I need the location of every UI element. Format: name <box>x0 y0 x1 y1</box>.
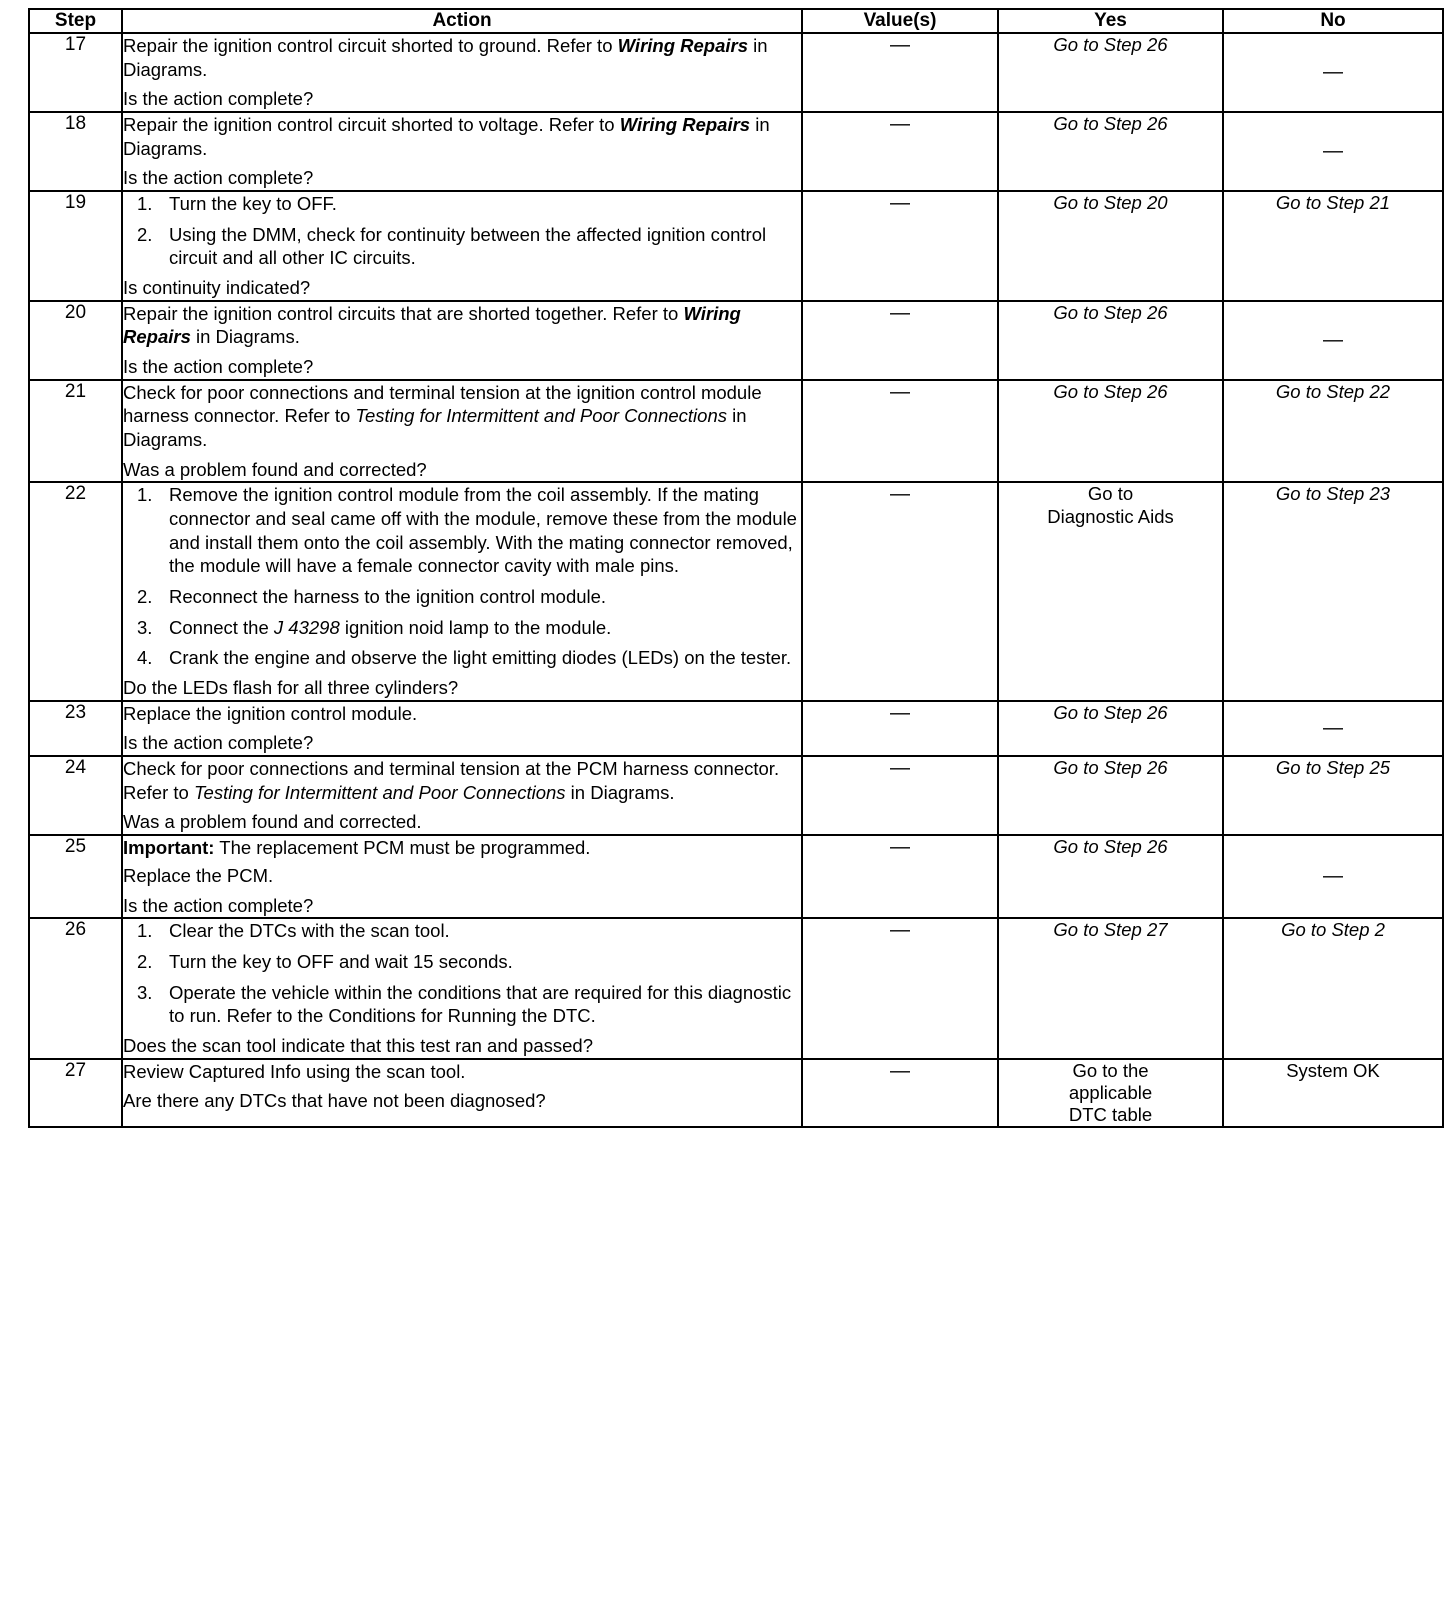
action-cell <box>122 701 802 756</box>
action-text: Repair the ignition control circuits that are shorted together. Refer to Wiring Repairs in Diagrams. <box>123 302 741 348</box>
list-item: 4. Crank the engine and observe the light emitting diodes (LEDs) on the tester. <box>137 647 792 669</box>
action-question: Was a problem found and corrected? <box>123 458 427 480</box>
list-item-number: 2. <box>137 950 153 972</box>
yes-cell: Go to Step 26 <box>998 112 1223 191</box>
yes-cell <box>998 482 1223 700</box>
action-cell <box>122 756 802 835</box>
value-cell: — <box>802 482 998 700</box>
list-item-number: 1. <box>137 193 153 215</box>
step-number: 25 <box>29 835 122 918</box>
important-label: Important: <box>123 837 215 859</box>
value-cell: — <box>802 918 998 1058</box>
action-question: Does the scan tool indicate that this test ran and passed? <box>123 1034 593 1056</box>
list-item-number: 4. <box>137 647 153 669</box>
value-cell: — <box>802 301 998 380</box>
no-cell: Go to Step 2 <box>1223 918 1443 1058</box>
action-question: Is continuity indicated? <box>123 277 311 299</box>
list-item: 3. Connect the J 43298 ignition noid lamp to the module. <box>137 616 612 638</box>
table-row <box>29 301 1443 380</box>
column-header-no: No <box>1223 9 1443 33</box>
step-number: 24 <box>29 756 122 835</box>
list-item: 1. Remove the ignition control module from the coil assembly. If the mating connector and seal came off with the module, remove these from the module and install them onto the coil assembly. With the mating connector removed, the module will have a female connector cavity with male pins. <box>137 484 797 577</box>
list-item: 2. Turn the key to OFF and wait 15 seconds. <box>137 950 513 972</box>
table-row <box>29 112 1443 191</box>
table-row <box>29 380 1443 483</box>
table-row <box>29 1059 1443 1128</box>
action-cell <box>122 112 802 191</box>
action-cell <box>122 33 802 112</box>
table-body <box>29 33 1443 1127</box>
list-item: 2. Using the DMM, check for continuity between the affected ignition control circuit and all other IC circuits. <box>137 223 767 269</box>
yes-cell: Go to Step 20 <box>998 191 1223 301</box>
yes-cell: Go to Step 26 <box>998 301 1223 380</box>
no-cell: — <box>1223 112 1443 191</box>
yes-cell: Go to Step 27 <box>998 918 1223 1058</box>
yes-cell: Go to Step 26 <box>998 701 1223 756</box>
table-row <box>29 918 1443 1058</box>
important-note: Important: The replacement PCM must be programmed. <box>123 837 591 859</box>
action-cell <box>122 482 802 700</box>
value-cell: — <box>802 112 998 191</box>
no-text: System OK <box>1286 1059 1380 1081</box>
action-cell <box>122 835 802 918</box>
table-row <box>29 701 1443 756</box>
action-step-list <box>123 919 801 1028</box>
action-question: Is the action complete? <box>123 88 314 110</box>
value-cell: — <box>802 1059 998 1128</box>
action-cell <box>122 191 802 301</box>
action-question: Do the LEDs flash for all three cylinders? <box>123 677 459 699</box>
action-question: Is the action complete? <box>123 732 314 754</box>
no-cell: Go to Step 25 <box>1223 756 1443 835</box>
no-cell: Go to Step 23 <box>1223 482 1443 700</box>
action-question: Are there any DTCs that have not been diagnosed? <box>123 1090 546 1112</box>
action-text: Review Captured Info using the scan tool. <box>123 1060 466 1082</box>
table-header <box>29 9 1443 33</box>
column-header-action: Action <box>122 9 802 33</box>
no-cell: — <box>1223 33 1443 112</box>
step-number: 19 <box>29 191 122 301</box>
step-number: 23 <box>29 701 122 756</box>
action-text: Check for poor connections and terminal tension at the PCM harness connector. Refer to Testing for Intermittent and Poor Connections in Diagrams. <box>123 758 780 803</box>
table-row <box>29 835 1443 918</box>
action-question: Is the action complete? <box>123 894 314 916</box>
column-header-values: Value(s) <box>802 9 998 33</box>
step-number: 27 <box>29 1059 122 1128</box>
value-cell: — <box>802 191 998 301</box>
table-row <box>29 191 1443 301</box>
table-header-row <box>29 9 1443 33</box>
table-row <box>29 33 1443 112</box>
table-row <box>29 482 1443 700</box>
value-cell: — <box>802 380 998 483</box>
yes-cell: Go to Step 26 <box>998 756 1223 835</box>
column-header-yes: Yes <box>998 9 1223 33</box>
action-step-list <box>123 192 801 270</box>
action-cell <box>122 1059 802 1128</box>
action-step-list <box>123 483 801 670</box>
action-text: Replace the ignition control module. <box>123 702 418 724</box>
step-number: 22 <box>29 482 122 700</box>
tool-number: J 43298 <box>273 616 340 638</box>
diagnostic-step-table <box>28 8 1444 1128</box>
action-question: Was a problem found and corrected. <box>123 811 422 833</box>
value-cell: — <box>802 756 998 835</box>
step-number: 17 <box>29 33 122 112</box>
step-number: 21 <box>29 380 122 483</box>
yes-cell: Go to Step 26 <box>998 380 1223 483</box>
yes-cell: Go to Step 26 <box>998 835 1223 918</box>
list-item-number: 2. <box>137 223 153 245</box>
yes-cell: Go to Step 26 <box>998 33 1223 112</box>
action-text: Repair the ignition control circuit shorted to voltage. Refer to Wiring Repairs in Diagrams. <box>123 114 770 159</box>
action-text: Repair the ignition control circuit shorted to ground. Refer to Wiring Repairs in Diagrams. <box>123 35 768 80</box>
table-row <box>29 756 1443 835</box>
no-cell <box>1223 1059 1443 1128</box>
action-cell <box>122 380 802 483</box>
yes-cell <box>998 1059 1223 1128</box>
no-cell: — <box>1223 835 1443 918</box>
list-item-number: 3. <box>137 616 153 638</box>
list-item-number: 2. <box>137 586 153 608</box>
list-item: 1. Clear the DTCs with the scan tool. <box>137 920 450 942</box>
no-cell: — <box>1223 301 1443 380</box>
yes-text: Go to Diagnostic Aids <box>1047 483 1174 527</box>
action-cell <box>122 918 802 1058</box>
no-cell: Go to Step 22 <box>1223 380 1443 483</box>
step-number: 20 <box>29 301 122 380</box>
list-item-number: 1. <box>137 920 153 942</box>
yes-text: Go to the applicable DTC table <box>1068 1059 1153 1125</box>
no-cell: — <box>1223 701 1443 756</box>
list-item-number: 1. <box>137 484 153 506</box>
no-cell: Go to Step 21 <box>1223 191 1443 301</box>
list-item-number: 3. <box>137 981 153 1003</box>
value-cell: — <box>802 835 998 918</box>
value-cell: — <box>802 33 998 112</box>
action-cell <box>122 301 802 380</box>
list-item: 2. Reconnect the harness to the ignition control module. <box>137 586 607 608</box>
column-header-step: Step <box>29 9 122 33</box>
list-item: 1. Turn the key to OFF. <box>137 193 337 215</box>
action-question: Is the action complete? <box>123 356 314 378</box>
value-cell: — <box>802 701 998 756</box>
step-number: 18 <box>29 112 122 191</box>
action-text: Check for poor connections and terminal tension at the ignition control module harness connector. Refer to Testing for Intermittent and Poor Connections in Diagrams. <box>123 381 762 451</box>
action-text: Replace the PCM. <box>123 864 274 886</box>
step-number: 26 <box>29 918 122 1058</box>
action-question: Is the action complete? <box>123 167 314 189</box>
list-item: 3. Operate the vehicle within the conditions that are required for this diagnostic to run. Refer to the Conditions for Running the DTC. <box>137 981 792 1027</box>
